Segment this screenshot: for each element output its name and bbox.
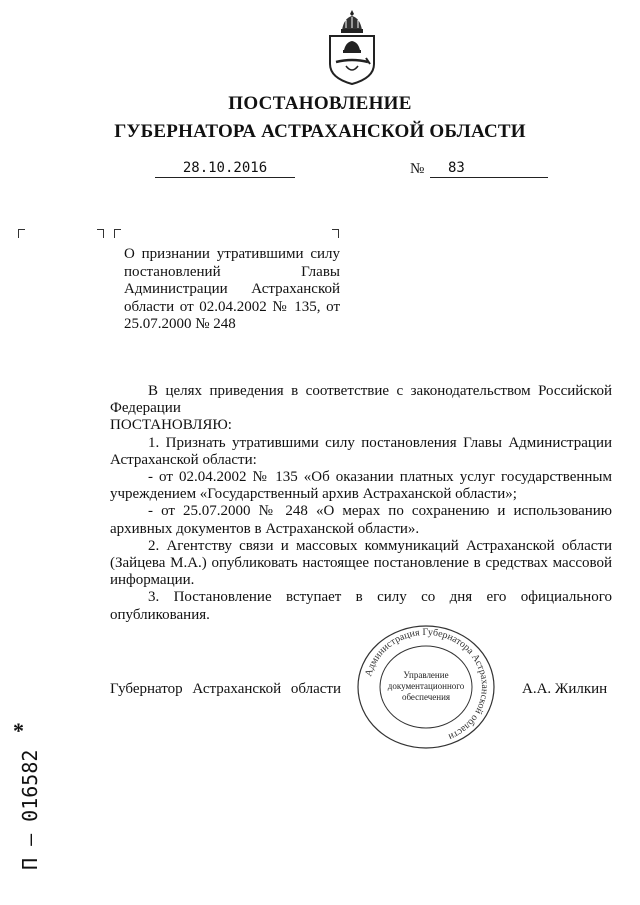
decree-word: ПОСТАНОВЛЯЮ: — [110, 417, 232, 434]
seal-ring-text: Администрация Губернатора Астраханской области — [363, 626, 491, 743]
document-subject: О признании утратившими силу постановлений Главы Администрации Астраханской области от 02.04.2002 № 135, от 25.07.2000 № 248 — [124, 246, 340, 332]
seal-center-line-1: Управление — [403, 670, 449, 680]
number-underline — [430, 176, 548, 178]
item-1: 1. Признать утратившими силу постановления Главы Администрации Астраханской области: — [110, 434, 612, 468]
signature-position: Губернатор Астраханской области — [110, 681, 342, 697]
seal-center-line-3: обеспечения — [401, 692, 451, 702]
number-sign: № — [410, 161, 425, 177]
item-3: 3. Постановление вступает в силу со дня его официального опубликования. — [110, 589, 612, 623]
seal-center-line-2: документационного — [387, 681, 465, 691]
item-1-b: - от 25.07.2000 № 248 «О мерах по сохранению и использованию архивных документов в Астраханской области». — [110, 503, 612, 537]
document-date: 28.10.2016 — [182, 160, 268, 176]
date-underline — [155, 176, 295, 178]
document-type-title: ПОСТАНОВЛЕНИЕ — [228, 93, 412, 114]
corner-bracket-mid-left — [97, 229, 104, 238]
document-body — [110, 383, 612, 624]
document-number: 83 — [448, 160, 465, 176]
margin-serial-code-text: П – 016582 — [18, 749, 42, 870]
corner-bracket-mid-right — [114, 229, 121, 238]
margin-asterisk: * — [13, 718, 24, 743]
corner-bracket-right — [332, 229, 339, 238]
preamble-paragraph: В целях приведения в соответствие с законодательством Российской Федерации — [110, 383, 612, 417]
signature-name: А.А. Жилкин — [522, 681, 608, 697]
issuer-title: ГУБЕРНАТОРА АСТРАХАНСКОЙ ОБЛАСТИ — [114, 121, 526, 142]
item-2: 2. Агентству связи и массовых коммуникаций Астраханской области (Зайцева М.А.) опубликовать настоящее постановление в средствах массовой информации. — [110, 537, 612, 589]
item-1-a: - от 02.04.2002 № 135 «Об оказании платных услуг государственным учреждением «Государственный архив Астраханской области»; — [110, 469, 612, 503]
corner-bracket-left — [18, 229, 25, 238]
official-seal — [355, 623, 497, 751]
margin-serial-code — [10, 720, 50, 870]
coat-of-arms-emblem — [322, 8, 382, 86]
